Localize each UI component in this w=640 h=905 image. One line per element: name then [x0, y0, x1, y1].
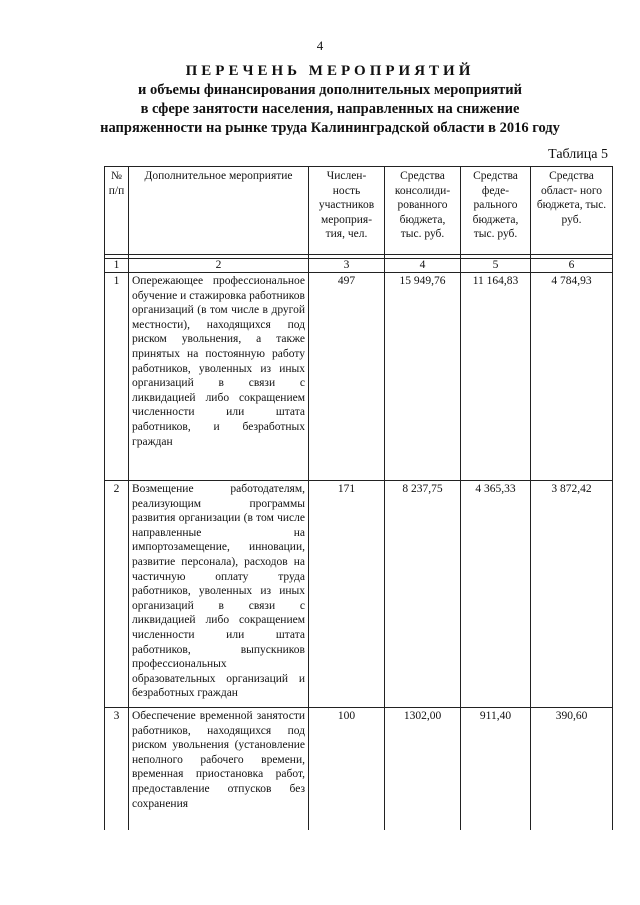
column-index: 5 [461, 259, 531, 273]
row-number: 1 [105, 273, 129, 481]
row-participants: 171 [309, 481, 385, 708]
column-index: 1 [105, 259, 129, 273]
row-description: Опережающее профессиональное обучение и стажировка работников организаций (в том числе в другой местности), находящихся под риском увольнения, а также принятых на постоянную работу работников, уволенных из иных организаций в связи с ликвидацией либо сокращением численности или штата работников, и безработных граждан [129, 273, 309, 481]
title-line-3: напряженности на рынке труда Калининградской области в 2016 году [100, 120, 560, 136]
row-consolidated-budget: 8 237,75 [385, 481, 461, 708]
row-federal-budget: 4 365,33 [461, 481, 531, 708]
table-row [105, 481, 613, 708]
header-description: Дополнительное мероприятие [129, 167, 309, 255]
row-regional-budget: 4 784,93 [531, 273, 613, 481]
row-description: Обеспечение временной занятости работников, находящихся под риском увольнения (установление неполного рабочего времени, временная приостановка работ, предоставление отпусков без сохранения [129, 708, 309, 831]
header-num: № п/п [105, 167, 129, 255]
column-index: 3 [309, 259, 385, 273]
row-number: 3 [105, 708, 129, 831]
column-index: 6 [531, 259, 613, 273]
row-number: 2 [105, 481, 129, 708]
title-main: ПЕРЕЧЕНЬ МЕРОПРИЯТИЙ [185, 63, 475, 79]
row-description: Возмещение работодателям, реализующим программы развития организации (в том числе направленные на импортозамещение, инновации, развитие персонала), расходов на частичную оплату труда работников, уволенных из иных организаций в связи с ликвидацией либо сокращением численности или штата работников, выпускников профессиональных образовательных организаций и безработных граждан [129, 481, 309, 708]
document-title [80, 62, 580, 138]
column-index: 2 [129, 259, 309, 273]
header-regional-budget: Средства област- ного бюджета, тыс. руб. [531, 167, 613, 255]
row-federal-budget: 911,40 [461, 708, 531, 831]
row-regional-budget: 3 872,42 [531, 481, 613, 708]
row-consolidated-budget: 1302,00 [385, 708, 461, 831]
header-federal-budget: Средства феде- рального бюджета, тыс. руб. [461, 167, 531, 255]
title-line-1: и объемы финансирования дополнительных мероприятий [137, 82, 522, 98]
measures-table [104, 166, 613, 830]
row-regional-budget: 390,60 [531, 708, 613, 831]
header-consolidated-budget: Средства консолиди- рованного бюджета, тыс. руб. [385, 167, 461, 255]
table-caption: Таблица 5 [548, 147, 608, 162]
title-line-2: в сфере занятости населения, направленных на снижение [140, 101, 520, 117]
row-participants: 100 [309, 708, 385, 831]
column-index: 4 [385, 259, 461, 273]
column-index-row [105, 259, 613, 273]
page-number: 4 [316, 38, 324, 53]
table-row [105, 273, 613, 481]
row-consolidated-budget: 15 949,76 [385, 273, 461, 481]
row-federal-budget: 11 164,83 [461, 273, 531, 481]
header-participants: Числен- ность участников мероприя- тия, чел. [309, 167, 385, 255]
table-row [105, 708, 613, 831]
header-row [105, 167, 613, 255]
row-participants: 497 [309, 273, 385, 481]
